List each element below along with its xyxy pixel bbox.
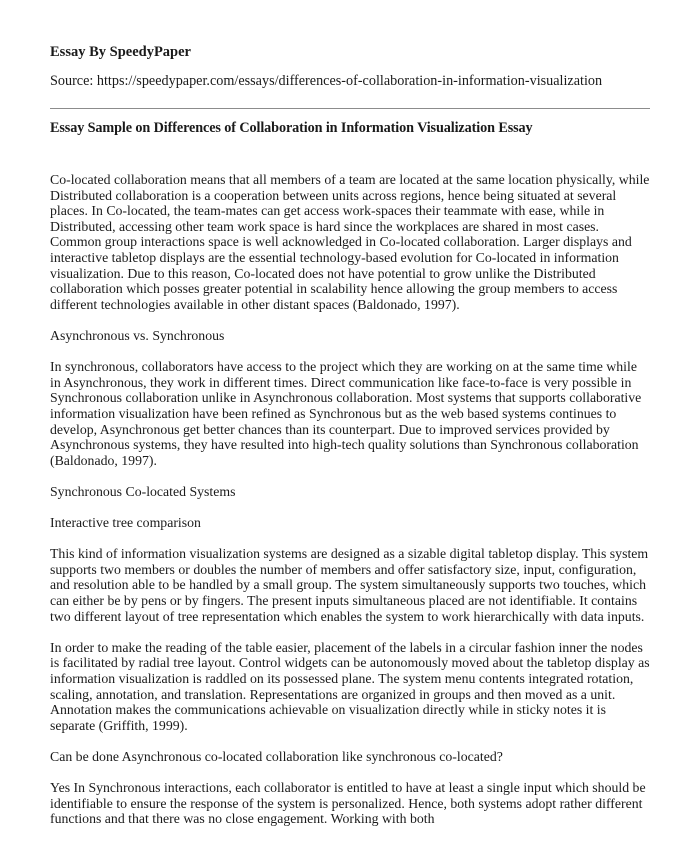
- paragraph: In synchronous, collaborators have access to the project which they are working on at the same time while in Asynchronous, they work in different times. Direct communication like face-to-face is very possible in Synchronous collaboration unlike in Asynchronous collaboration. Most systems that supports collaborative information visualization have been refined as Synchronous but as the web based systems continues to develop, Asynchronous get better chances than its counterpart. Due to improved services provided by Asynchronous systems, they have resulted into high-tech quality solutions than Synchronous collaboration (Baldonado, 1997).: [50, 359, 642, 468]
- source-line: Source: https://speedypaper.com/essays/differences-of-collaboration-in-information-visualization: [50, 73, 603, 89]
- paragraph: This kind of information visualization systems are designed as a sizable digital tabletop display. This system supports two members or doubles the number of members and offer satisfactory size, input, configuration, and resolution able to be handled by a small group. The system simultaneously supports two touches, which can either be by pens or by fingers. The present inputs simultaneous placed are not identifiable. It contains two different layout of tree representation which enables the system to work hierarchically with data inputs.: [50, 546, 649, 624]
- brand-heading: Essay By SpeedyPaper: [50, 44, 191, 60]
- paragraph: Co-located collaboration means that all members of a team are located at the same location physically, while Distributed collaboration is a cooperation between units across regions, hence being situated at several places. In Co-located, the team-mates can get access work-spaces their teammate with ease, while in Distributed, accessing other team work space is hard since the workplaces are shared in most cases. Common group interactions space is well acknowledged in Co-located collaboration. Larger displays and interactive tabletop displays are the essential technology-based evolution for Co-located in information visualization. Due to this reason, Co-located does not have potential to grow unlike the Distributed collaboration which posses greater potential in scalability hence allowing the group members to access different technologies available in other distant spaces (Baldonado, 1997).: [50, 172, 650, 312]
- question-heading: Can be done Asynchronous co-located collaboration like synchronous co-located?: [50, 748, 503, 764]
- paragraph: In order to make the reading of the table easier, placement of the labels in a circular fashion inner the nodes is facilitated by radial tree layout. Control widgets can be autonomously moved about the tabletop display as information visualization is raddled on its possessed plane. The system menu contents integrated rotation, scaling, annotation, and translation. Representations are organized in groups and then moved as a unit. Annotation makes the communications achievable on visualization directly while in sticky notes it is separate (Griffith, 1999).: [50, 639, 650, 733]
- subsection-heading: Interactive tree comparison: [50, 515, 201, 531]
- essay-body: [50, 172, 650, 843]
- header-divider: [50, 108, 650, 109]
- section-heading: Synchronous Co-located Systems: [50, 483, 236, 499]
- essay-title: Essay Sample on Differences of Collaboration in Information Visualization Essay: [50, 120, 533, 136]
- section-heading: Asynchronous vs. Synchronous: [50, 327, 225, 343]
- paragraph: Yes In Synchronous interactions, each collaborator is entitled to have at least a single input which should be identifiable to ensure the response of the system is personalized. Hence, both systems adopt rather different functions and that there was no close engagement. Working with both: [50, 780, 646, 827]
